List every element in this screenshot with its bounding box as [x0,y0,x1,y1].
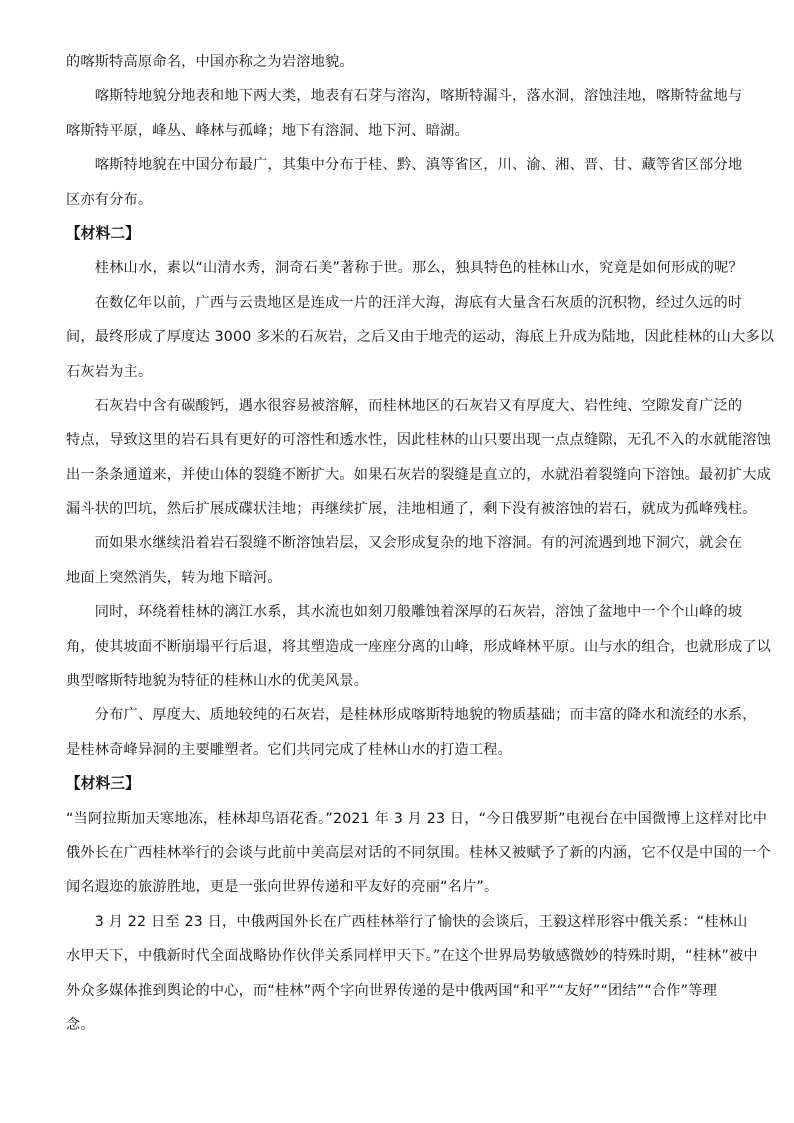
text-line: 喀斯特地貌分地表和地下两大类，地表有石芽与溶沟，喀斯特漏斗，落水洞，溶蚀洼地，喀斯特盆地与 [66,88,743,105]
text-line: 出一条条通道来，并使山体的裂缝不断扩大。如果石灰岩的裂缝是直立的，水就沿着裂缝向下溶蚀。最初扩大成 [66,466,771,483]
text-line: 石灰岩中含有碳酸钙，遇水很容易被溶解，而桂林地区的石灰岩又有厚度大、岩性纯、空隙发育广泛的 [66,397,743,414]
document-page [66,52,775,1049]
text-line: 漏斗状的凹坑，然后扩展成碟状洼地；再继续扩展，洼地相通了，剩下没有被溶蚀的岩石，就成为孤峰残柱。 [66,501,757,518]
text-line: 而如果水继续沿着岩石裂缝不断溶蚀岩层，又会形成复杂的地下溶洞。有的河流遇到地下洞穴，就会在 [66,535,743,552]
text-line: 喀斯特地貌在中国分布最广，其集中分布于桂、黔、滇等省区，川、渝、湘、晋、甘、藏等省区部分地 [66,157,743,174]
text-line: 的喀斯特高原命名，中国亦称之为岩溶地貌。 [66,54,354,70]
text-line: 典型喀斯特地貌为特征的桂林山水的优美风景。 [66,673,369,690]
text-line: 闻名遐迩的旅游胜地，更是一张向世界传递和平友好的亮丽“名片”。 [66,879,499,896]
text-line: 桂林山水，素以“山清水秀，洞奇石美”著称于世。那么，独具特色的桂林山水，究竟是如何形成的呢？ [66,260,743,277]
text-line: 角，使其坡面不断崩塌平行后退，将其塑造成一座座分离的山峰，形成峰林平原。山与水的组合，也就形成了以 [66,638,771,655]
text-line: 特点，导致这里的岩石具有更好的可溶性和透水性，因此桂林的山只要出现一点点缝隙，无孔不入的水就能溶蚀 [66,432,771,449]
text-line: 石灰岩为主。 [66,363,153,380]
text-line: 外众多媒体推到舆论的中心，而“桂林”两个字向世界传递的是中俄两国“和平”“友好”“团结”“合作”等理 [66,982,718,999]
text-line: 区亦有分布。 [66,191,153,208]
section-heading: 【材料三】 [66,775,140,793]
text-line: 在数亿年以前，广西与云贵地区是连成一片的汪洋大海，海底有大量含石灰质的沉积物，经过久远的时 [66,294,743,311]
text-line: 3 月 22 日至 23 日，中俄两国外长在广西桂林举行了愉快的会谈后，王毅这样形容中俄关系：“桂林山 [66,913,748,930]
text-line: 喀斯特平原，峰丛、峰林与孤峰；地下有溶洞、地下河、暗湖。 [66,122,469,139]
text-line: 水甲天下，中俄新时代全面战略协作伙伴关系同样甲天下。”在这个世界局势敏感微妙的特殊时期，“桂林”被中 [66,948,758,965]
text-line: 地面上突然消失，转为地下暗河。 [66,569,282,586]
text-line: 是桂林奇峰异洞的主要雕塑者。它们共同完成了桂林山水的打造工程。 [66,741,513,758]
text-line: 念。 [66,1016,95,1033]
text-line: 同时，环绕着桂林的漓江水系，其水流也如刻刀般雕蚀着深厚的石灰岩，溶蚀了盆地中一个个山峰的坡 [66,604,743,621]
section-heading: 【材料二】 [66,224,140,242]
text-line: 俄外长在广西桂林举行的会谈与此前中美高层对话的不同氛围。桂林又被赋予了新的内涵，它不仅是中国的一个 [66,844,771,861]
text-line: 分布广、厚度大、质地较纯的石灰岩，是桂林形成喀斯特地貌的物质基础；而丰富的降水和流经的水系， [66,707,757,724]
text-line: “当阿拉斯加天寒地冻，桂林却鸟语花香。”2021 年 3 月 23 日，“今日俄罗斯”电视台在中国微博上这样对比中 [66,810,768,827]
text-line: 间，最终形成了厚度达 3000 多米的石灰岩，之后又由于地壳的运动，海底上升成为陆地，因此桂林的山大多以 [66,329,775,346]
